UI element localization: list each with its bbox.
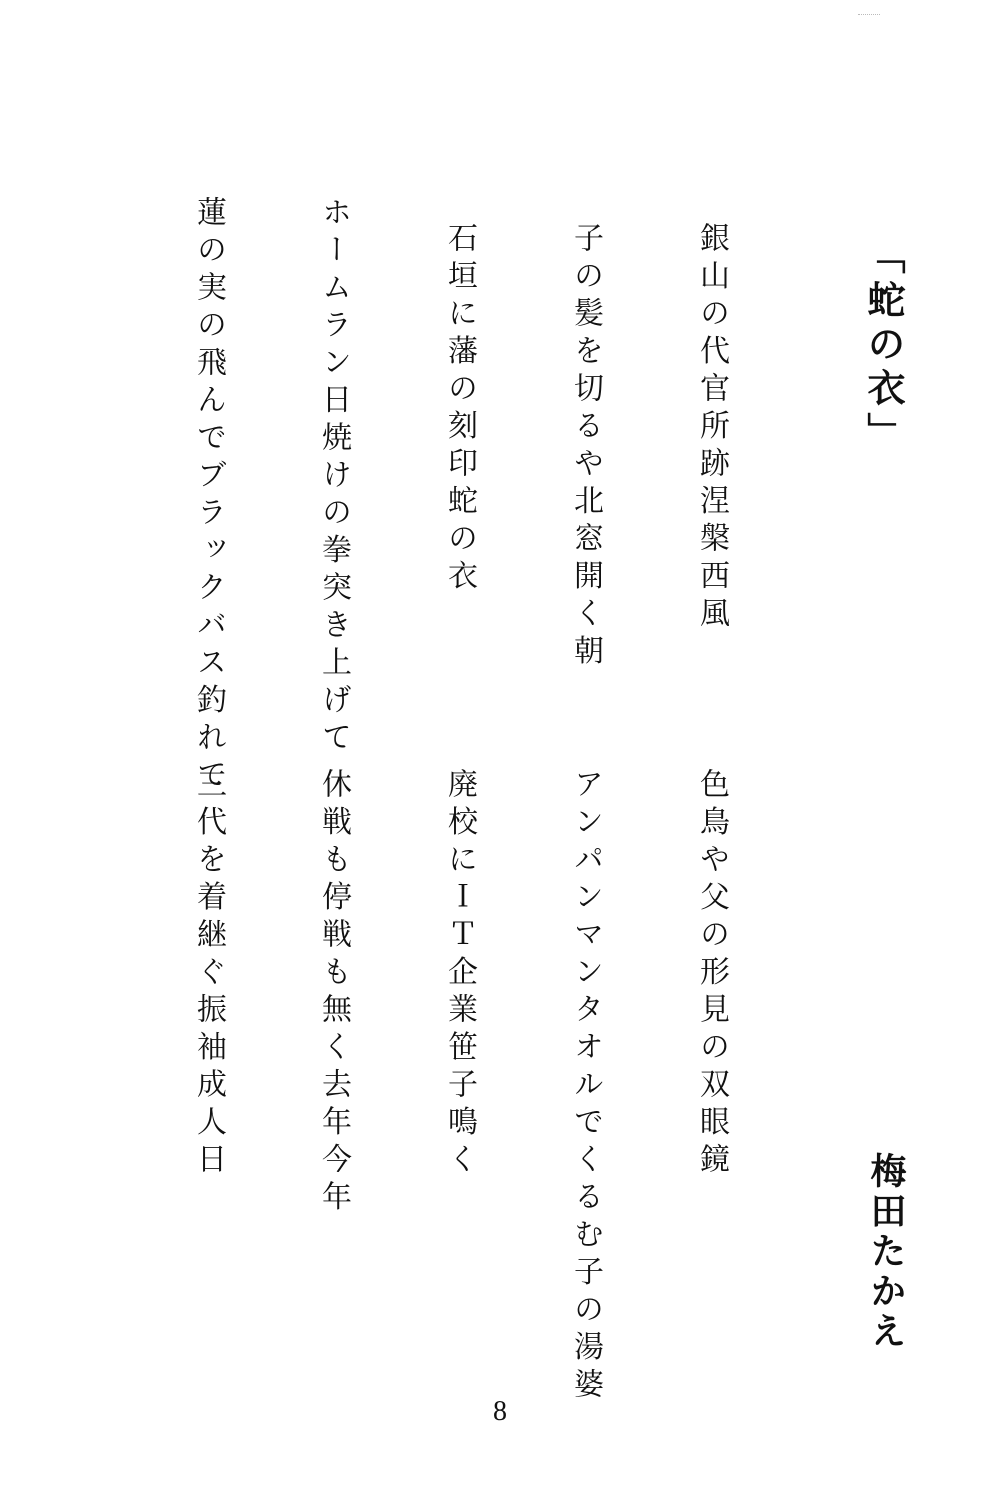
haiku-10: 三代を着継ぐ振袖成人日 (191, 768, 226, 1181)
haiku-8: 廃校にＩＴ企業笹子鳴く (442, 768, 477, 1181)
poem-title: 「蛇の衣」 (861, 236, 906, 456)
haiku-6: 色鳥や父の形見の双眼鏡 (694, 768, 729, 1181)
author-name: 梅田たかえ (865, 1152, 907, 1352)
page-number: 8 (493, 1396, 507, 1427)
haiku-3: 石垣に藩の刻印蛇の衣 (442, 222, 477, 597)
haiku-7: アンパンマンタオルでくるむ子の湯婆 (568, 768, 603, 1406)
haiku-5: 蓮の実の飛んでブラックバス釣れて (191, 196, 226, 796)
haiku-9: 休戦も停戦も無く去年今年 (316, 768, 351, 1218)
haiku-2: 子の髪を切るや北窓開く朝 (568, 222, 603, 672)
haiku-1: 銀山の代官所跡涅槃西風 (694, 222, 729, 635)
scan-artifact-mark (858, 14, 880, 19)
haiku-4: ホームラン日焼けの拳突き上げて (316, 196, 351, 759)
